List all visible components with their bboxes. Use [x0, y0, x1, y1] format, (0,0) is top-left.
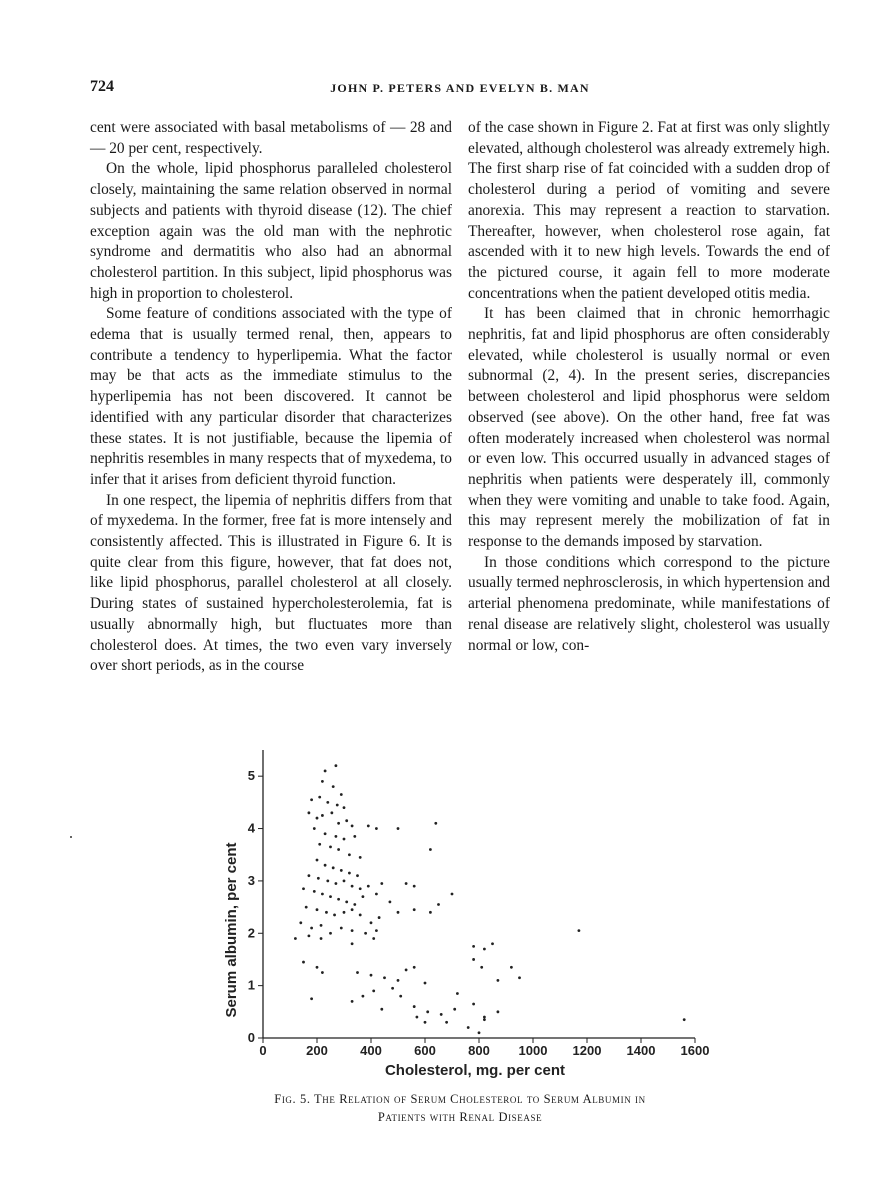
data-point: [308, 934, 311, 937]
data-point: [370, 921, 373, 924]
data-point: [451, 893, 454, 896]
data-point: [353, 835, 356, 838]
data-point: [359, 856, 362, 859]
scatter-figure: [200, 740, 720, 1085]
left-column: [90, 118, 452, 677]
data-point: [316, 859, 319, 862]
data-point: [313, 890, 316, 893]
x-tick-label: 1200: [572, 1043, 602, 1058]
data-point: [375, 893, 378, 896]
data-point: [483, 1016, 486, 1019]
data-point: [321, 971, 324, 974]
data-point: [367, 825, 370, 828]
data-point: [325, 911, 328, 914]
paragraph: Some feature of conditions associated with the type of edema that is usually termed renal, then, appears to contribute a tendency to hyperlipemia. What the factor may be that acts as the immediate stimulus to the hyperlipemia has not been discovered. It cannot be identified with any particular disorder that characterizes these states. It is not justifiable, because the lipemia of nephritis resembles in many respects that of myxedema, to infer that it arises from deficient thyroid function.: [90, 305, 452, 488]
data-point: [326, 880, 329, 883]
data-point: [321, 780, 324, 783]
data-point: [351, 1000, 354, 1003]
page-number: 724: [90, 78, 114, 95]
data-point: [405, 882, 408, 885]
data-point: [348, 853, 351, 856]
y-tick-label: 5: [247, 768, 255, 784]
paragraph: cent were associated with basal metabolisms of — 28 and — 20 per cent, respectively.: [90, 119, 452, 157]
data-point: [313, 827, 316, 830]
paragraph: In those conditions which correspond to the picture usually termed nephrosclerosis, in which hypertension and arterial phenomena predominate, while manifestations of renal disease are relatively slight, cholesterol was usually normal or low, con-: [468, 553, 830, 654]
data-point: [316, 817, 319, 820]
data-point: [326, 801, 329, 804]
data-point: [426, 1010, 429, 1013]
x-axis-title: Cholesterol, mg. per cent: [384, 1062, 566, 1079]
data-point: [351, 908, 354, 911]
margin-mark: [70, 836, 72, 838]
data-point: [310, 997, 313, 1000]
x-tick-label: 1600: [680, 1043, 710, 1058]
data-point: [343, 806, 346, 809]
data-point: [375, 929, 378, 932]
data-point: [440, 1013, 443, 1016]
data-point: [335, 764, 338, 767]
data-point: [337, 898, 340, 901]
data-point: [389, 900, 392, 903]
data-point: [337, 848, 340, 851]
paragraph: It has been claimed that in chronic hemorrhagic nephritis, fat and lipid phosphorus are often considerably elevated, while cholesterol is usually normal or even subnormal (2, 4). In the present series, discrepancies between cholesterol and lipid phosphorus were seldom observed (see above). On the other hand, free fat was often moderately increased when cholesterol was normal or even low. This occurred usually in advanced stages of nephritis when patients were desperately ill, commonly when they were vomiting and unable to take food. Again, this may represent merely the mobilization of fat in response to the demands imposed by starvation.: [468, 305, 830, 551]
data-point: [472, 945, 475, 948]
data-point: [340, 869, 343, 872]
data-point: [330, 811, 333, 814]
data-point: [416, 1016, 419, 1019]
data-point: [378, 916, 381, 919]
data-point: [380, 1008, 383, 1011]
data-point: [332, 866, 335, 869]
data-point: [356, 971, 359, 974]
data-point: [510, 966, 513, 969]
data-point: [399, 995, 402, 998]
data-point: [343, 911, 346, 914]
caption-line: Fig. 5. The Relation of Serum Cholesterol to Serum Albumin in: [274, 1092, 646, 1106]
x-tick-label: 1400: [626, 1043, 656, 1058]
data-point: [308, 874, 311, 877]
data-point: [429, 848, 432, 851]
y-axis-title: Serum albumin, per cent: [223, 842, 240, 1018]
data-point: [453, 1008, 456, 1011]
data-point: [683, 1018, 686, 1021]
data-point: [333, 914, 336, 917]
data-point: [329, 932, 332, 935]
data-point: [370, 974, 373, 977]
data-point: [434, 822, 437, 825]
data-point: [324, 864, 327, 867]
data-point: [324, 770, 327, 773]
data-point: [348, 872, 351, 875]
data-point: [318, 796, 321, 799]
data-point: [467, 1026, 470, 1029]
data-point: [362, 895, 365, 898]
data-point: [335, 882, 338, 885]
data-point: [345, 819, 348, 822]
data-point: [340, 927, 343, 930]
paragraph: of the case shown in Figure 2. Fat at first was only slightly elevated, although cholesterol was already extremely high. The first sharp rise of fat coincided with a sudden drop of cholesterol during a period of vomiting and severe anorexia. This may represent a reaction to starvation. Thereafter, however, when cholesterol rose again, fat ascended with it to new high levels. Towards the end of the pictured course, it again fell to more moderate concentrations when the patient developed otitis media.: [468, 119, 830, 302]
data-point: [380, 882, 383, 885]
y-tick-label: 3: [247, 872, 255, 888]
data-point: [397, 827, 400, 830]
data-point: [491, 942, 494, 945]
scatter-chart: [200, 740, 720, 1085]
data-point: [351, 825, 354, 828]
data-point: [343, 838, 346, 841]
data-point: [383, 976, 386, 979]
data-point: [480, 966, 483, 969]
data-point: [372, 937, 375, 940]
data-point: [356, 874, 359, 877]
x-tick-label: 200: [306, 1043, 328, 1058]
data-point: [413, 908, 416, 911]
x-tick-label: 1000: [518, 1043, 548, 1058]
data-point: [302, 961, 305, 964]
data-point: [413, 966, 416, 969]
data-point: [483, 948, 486, 951]
data-point: [397, 911, 400, 914]
data-point: [472, 1003, 475, 1006]
paragraph: On the whole, lipid phosphorus paralleled cholesterol closely, maintaining the same relation observed in normal subjects and patients with thyroid disease (12). The chief exception again was the old man with the nephrotic syndrome and dermatitis who also had an abnormal cholesterol partition. In this subject, lipid phosphorus was high in proportion to cholesterol.: [90, 160, 452, 302]
data-point: [316, 966, 319, 969]
data-point: [497, 979, 500, 982]
data-point: [445, 1021, 448, 1024]
data-point: [351, 885, 354, 888]
right-column: [468, 118, 830, 656]
data-point: [351, 929, 354, 932]
data-point: [329, 895, 332, 898]
data-point: [310, 798, 313, 801]
data-point: [340, 793, 343, 796]
data-point: [578, 929, 581, 932]
data-point: [353, 903, 356, 906]
data-point: [345, 900, 348, 903]
data-point: [424, 1021, 427, 1024]
data-point: [405, 969, 408, 972]
x-tick-label: 400: [360, 1043, 382, 1058]
data-point: [320, 924, 323, 927]
data-point: [321, 814, 324, 817]
data-point: [472, 958, 475, 961]
data-point: [518, 976, 521, 979]
y-tick-label: 0: [247, 1030, 255, 1045]
data-point: [413, 885, 416, 888]
data-point: [351, 942, 354, 945]
data-point: [320, 937, 323, 940]
data-point: [332, 785, 335, 788]
x-tick-label: 600: [414, 1043, 436, 1058]
data-point: [413, 1005, 416, 1008]
data-point: [324, 832, 327, 835]
data-point: [478, 1031, 481, 1034]
data-point: [483, 1018, 486, 1021]
data-point: [305, 906, 308, 909]
figure-caption: [90, 1090, 830, 1126]
data-point: [397, 979, 400, 982]
caption-line: Patients with Renal Disease: [377, 1110, 543, 1124]
y-tick-label: 1: [247, 977, 255, 993]
data-point: [321, 893, 324, 896]
data-point: [317, 877, 320, 880]
y-tick-label: 2: [247, 925, 255, 941]
data-point: [337, 822, 340, 825]
data-point: [336, 804, 339, 807]
data-point: [391, 987, 394, 990]
data-point: [359, 887, 362, 890]
data-point: [310, 927, 313, 930]
data-point: [497, 1010, 500, 1013]
data-point: [308, 811, 311, 814]
data-point: [316, 908, 319, 911]
data-point: [362, 995, 365, 998]
data-point: [437, 903, 440, 906]
page-header: [90, 78, 830, 104]
data-point: [318, 843, 321, 846]
data-point: [335, 835, 338, 838]
y-tick-label: 4: [247, 820, 255, 836]
data-point: [302, 887, 305, 890]
data-point: [364, 932, 367, 935]
data-point: [456, 992, 459, 995]
data-point: [372, 989, 375, 992]
data-point: [359, 914, 362, 917]
x-tick-label: 0: [259, 1043, 267, 1058]
data-point: [424, 982, 427, 985]
data-point: [429, 911, 432, 914]
paragraph: In one respect, the lipemia of nephritis differs from that of myxedema. In the former, free fat is more intensely and consistently affected. This is illustrated in Figure 6. It is quite clear from this figure, however, that fat does not, like lipid phosphorus, parallel cholesterol at all closely. During states of sustained hypercholesterolemia, fat is usually abnormally high, but fluctuates more than cholesterol does. At times, the two even vary inversely over short periods, as in the course: [90, 491, 452, 675]
data-point: [343, 880, 346, 883]
data-point: [375, 827, 378, 830]
data-point: [329, 845, 332, 848]
data-point: [299, 921, 302, 924]
x-tick-label: 800: [468, 1043, 490, 1058]
running-head: JOHN P. PETERS AND EVELYN B. MAN: [330, 81, 590, 95]
data-point: [294, 937, 297, 940]
data-point: [367, 885, 370, 888]
